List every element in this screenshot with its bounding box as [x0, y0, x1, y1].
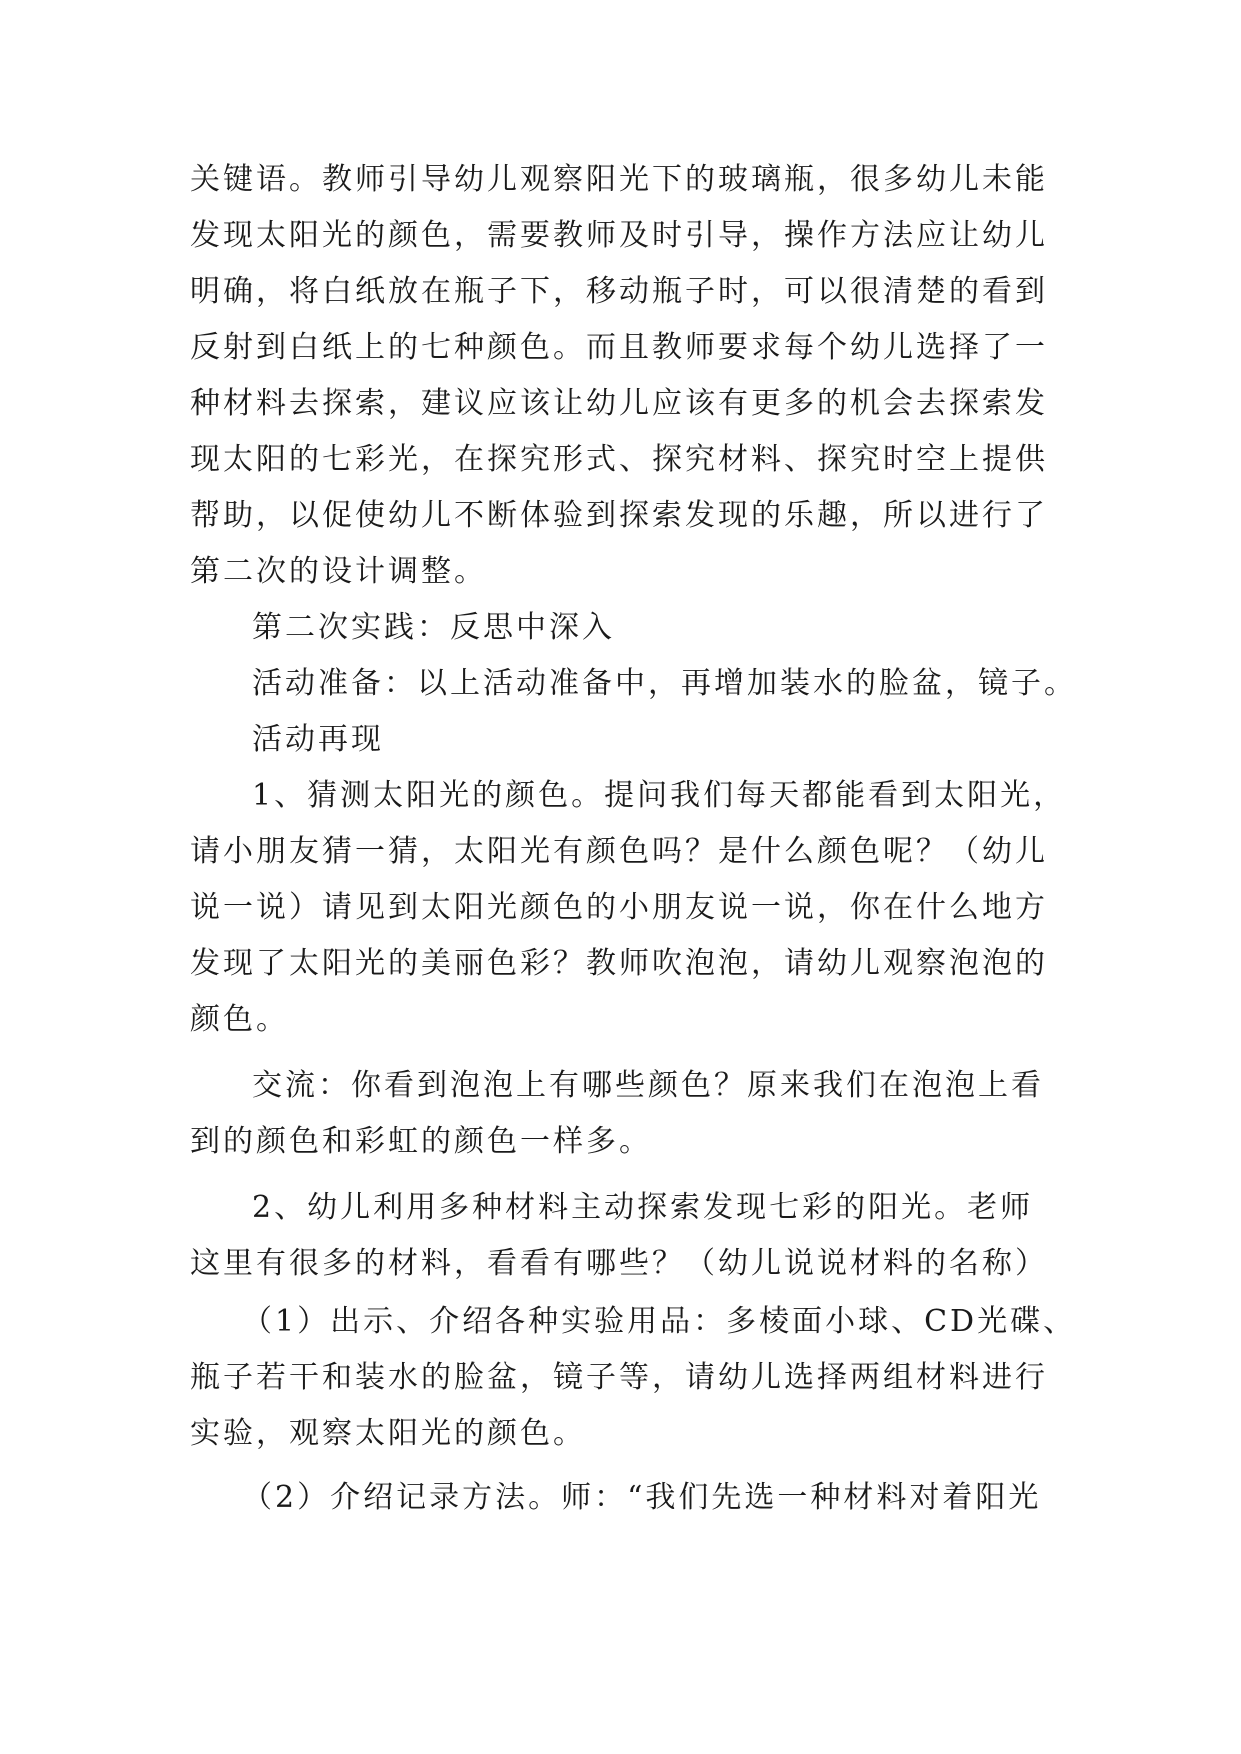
text-line: 现太阳的七彩光，在探究形式、探究材料、探究时空上提供	[190, 442, 1048, 477]
text-line: 颜色。	[190, 1002, 289, 1037]
text-line: 第二次的设计调整。	[190, 554, 487, 589]
text-line: 关键语。教师引导幼儿观察阳光下的玻璃瓶，很多幼儿未能	[190, 162, 1048, 197]
text-line: 瓶子若干和装水的脸盆，镜子等，请幼儿选择两组材料进行	[190, 1360, 1048, 1395]
text-line: 帮助，以促使幼儿不断体验到探索发现的乐趣，所以进行了	[190, 498, 1048, 533]
text-line: 1、猜测太阳光的颜色。提问我们每天都能看到太阳光，	[252, 778, 1067, 813]
text-line: 活动准备：以上活动准备中，再增加装水的脸盆，镜子。	[252, 666, 1077, 701]
text-line: 发现太阳光的颜色，需要教师及时引导，操作方法应让幼儿	[190, 218, 1048, 253]
text-line: 请小朋友猜一猜，太阳光有颜色吗？是什么颜色呢？（幼儿	[190, 834, 1048, 869]
text-line: 反射到白纸上的七种颜色。而且教师要求每个幼儿选择了一	[190, 330, 1048, 365]
text-line: 实验，观察太阳光的颜色。	[190, 1416, 586, 1451]
text-line: 交流：你看到泡泡上有哪些颜色？原来我们在泡泡上看	[252, 1068, 1044, 1103]
text-line: 发现了太阳光的美丽色彩？教师吹泡泡，请幼儿观察泡泡的	[190, 946, 1048, 981]
text-line: 说一说）请见到太阳光颜色的小朋友说一说，你在什么地方	[190, 890, 1048, 925]
text-line: 到的颜色和彩虹的颜色一样多。	[190, 1124, 652, 1159]
text-line: （2）介绍记录方法。师：“我们先选一种材料对着阳光	[242, 1480, 1042, 1515]
section-heading: 第二次实践：反思中深入	[252, 610, 615, 645]
text-line: （1）出示、介绍各种实验用品：多棱面小球、CD光碟、	[242, 1304, 1077, 1339]
text-line: 明确，将白纸放在瓶子下，移动瓶子时，可以很清楚的看到	[190, 274, 1048, 309]
section-heading: 活动再现	[252, 722, 384, 757]
text-line: 种材料去探索，建议应该让幼儿应该有更多的机会去探索发	[190, 386, 1048, 421]
text-line: 这里有很多的材料，看看有哪些？（幼儿说说材料的名称）	[190, 1246, 1048, 1281]
text-line: 2、幼儿利用多种材料主动探索发现七彩的阳光。老师	[252, 1190, 1034, 1225]
